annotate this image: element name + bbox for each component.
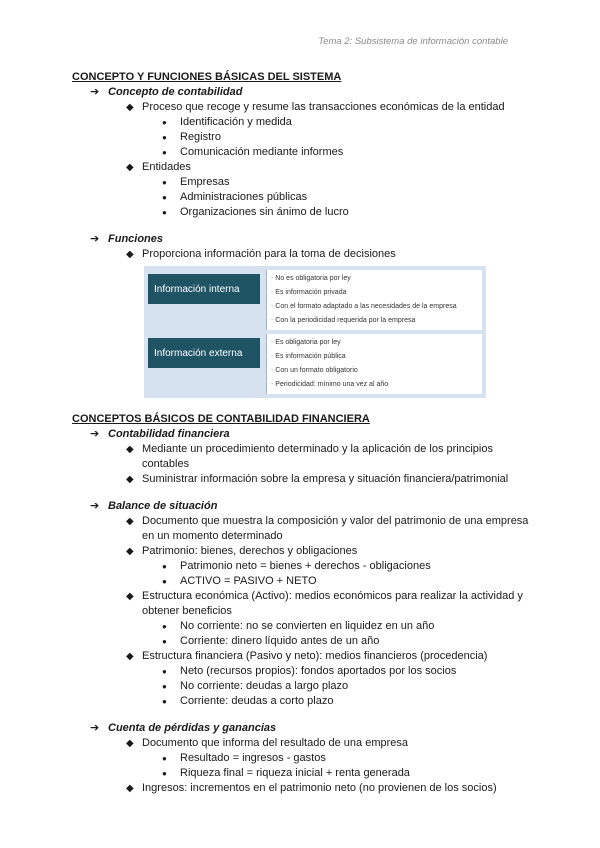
diamond-icon: ◆ xyxy=(126,651,134,662)
arrow-icon: ➔ xyxy=(90,500,100,512)
diamond-icon: ◆ xyxy=(126,444,134,455)
bullet: ◆ Suministrar información sobre la empresa y situación financiera/patrimonial xyxy=(126,473,509,485)
subsection-balance: ➔ Balance de situación xyxy=(90,500,218,512)
section-title-concepto: CONCEPTO Y FUNCIONES BÁSICAS DEL SISTEMA xyxy=(72,71,342,83)
external-info-label: Información externa xyxy=(148,338,260,368)
bullet: ◆ Mediante un procedimiento determinado y la aplicación de los principios contables xyxy=(126,443,493,470)
arrow-icon: ➔ xyxy=(90,86,100,98)
sub-bullet: ● Comunicación mediante informes xyxy=(162,146,344,158)
sub-bullet: ● Administraciones públicas xyxy=(162,191,308,203)
sub-bullet: ● Corriente: dinero líquido antes de un año xyxy=(162,635,380,647)
diamond-icon: ◆ xyxy=(126,249,134,260)
bullet: ◆ Patrimonio: bienes, derechos y obligaciones xyxy=(126,545,358,557)
diamond-icon: ◆ xyxy=(126,162,134,173)
internal-info-items: - No es obligatoria por ley - Es información privada - Con el formato adaptado a las necesidades de la empresa - Con la periodicidad requerida por la empresa xyxy=(266,270,482,330)
document-body xyxy=(72,70,532,796)
arrow-icon: ➔ xyxy=(90,233,100,245)
subsection-contabilidad-financiera: ➔ Contabilidad financiera xyxy=(90,428,230,440)
bullet: ◆ Documento que muestra la composición y valor del patrimonio de una empresa en un momento determinado xyxy=(126,515,529,542)
bullet: ◆ Ingresos: incrementos en el patrimonio neto (no provienen de los socios) xyxy=(126,782,497,794)
arrow-icon: ➔ xyxy=(90,428,100,440)
bullet: ◆ Entidades xyxy=(126,161,191,173)
subsection-pyg: ➔ Cuenta de pérdidas y ganancias xyxy=(90,722,277,734)
sub-bullet: ● Identificación y medida xyxy=(162,116,292,128)
diamond-icon: ◆ xyxy=(126,516,134,527)
sub-bullet: ● No corriente: no se convierten en liquidez en un año xyxy=(162,620,435,632)
sub-bullet: ● Patrimonio neto = bienes + derechos - obligaciones xyxy=(162,560,431,572)
sub-bullet: ● No corriente: deudas a largo plazo xyxy=(162,680,349,692)
sub-bullet: ● Organizaciones sin ánimo de lucro xyxy=(162,206,349,218)
external-info-items: - Es obligatoria por ley - Es información pública - Con un formato obligatorio - Periodicidad: mínimo una vez al año xyxy=(266,334,482,394)
sub-bullet: ● Corriente: deudas a corto plazo xyxy=(162,695,334,707)
table-row xyxy=(148,270,482,330)
table-row xyxy=(148,334,482,394)
sub-bullet: ● Empresas xyxy=(162,176,230,188)
subsection-funciones: ➔ Funciones xyxy=(90,233,164,245)
bullet: ◆ Proporciona información para la toma de decisiones xyxy=(126,248,396,260)
sub-bullet: ● Resultado = ingresos - gastos xyxy=(162,752,326,764)
bullet: ◆ Documento que informa del resultado de una empresa xyxy=(126,737,408,749)
subsection-concepto: ➔ Concepto de contabilidad xyxy=(90,86,243,98)
sub-bullet: ● Registro xyxy=(162,131,221,143)
arrow-icon: ➔ xyxy=(90,722,100,734)
bullet: ◆ Estructura económica (Activo): medios económicos para realizar la actividad y obtener beneficios xyxy=(126,590,523,617)
diamond-icon: ◆ xyxy=(126,474,134,485)
diamond-icon: ◆ xyxy=(126,738,134,749)
sub-bullet: ● ACTIVO = PASIVO + NETO xyxy=(162,575,317,587)
diamond-icon: ◆ xyxy=(126,591,134,602)
sub-bullet: ● Neto (recursos propios): fondos aportados por los socios xyxy=(162,665,457,677)
page-header: Tema 2: Subsistema de información contable xyxy=(318,36,508,47)
bullet: ◆ Proceso que recoge y resume las transacciones económicas de la entidad xyxy=(126,101,505,113)
diamond-icon: ◆ xyxy=(126,102,134,113)
section-title-financiera: CONCEPTOS BÁSICOS DE CONTABILIDAD FINANCIERA xyxy=(72,413,370,425)
bullet: ◆ Estructura financiera (Pasivo y neto): medios financieros (procedencia) xyxy=(126,650,488,662)
internal-info-label: Información interna xyxy=(148,274,260,304)
diamond-icon: ◆ xyxy=(126,546,134,557)
sub-bullet: ● Riqueza final = riqueza inicial + renta generada xyxy=(162,767,410,779)
information-table xyxy=(144,266,486,398)
diamond-icon: ◆ xyxy=(126,783,134,794)
